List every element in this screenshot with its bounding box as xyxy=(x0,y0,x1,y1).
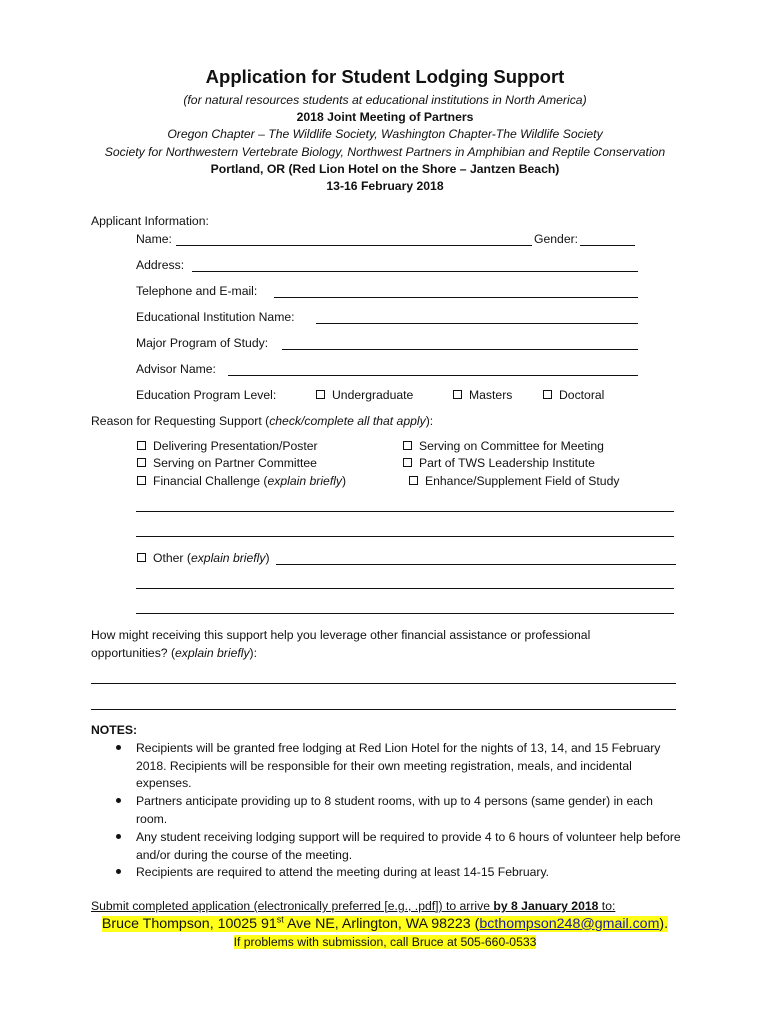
reason-other-checkbox[interactable] xyxy=(137,551,270,565)
reason-tws-leadership-checkbox[interactable] xyxy=(403,456,595,470)
bullet-icon xyxy=(116,834,121,839)
reason-other-end: ) xyxy=(265,551,270,565)
level-doctoral-checkbox[interactable] xyxy=(543,388,604,402)
phone-email-field[interactable] xyxy=(274,297,638,298)
meeting-title: 2018 Joint Meeting of Partners xyxy=(296,110,474,124)
reason-financial-end: ) xyxy=(342,474,347,488)
leverage-line2-end: ): xyxy=(249,646,257,660)
other-explain-field[interactable] xyxy=(276,564,676,565)
reason-other-label: Other ( xyxy=(153,551,191,565)
leverage-question-line2 xyxy=(91,646,257,660)
leverage-line2-italic: explain briefly xyxy=(175,646,250,660)
reason-financial-label: Financial Challenge ( xyxy=(153,474,268,488)
gender-label: Gender: xyxy=(534,232,579,246)
name-label: Name: xyxy=(136,232,172,246)
advisor-label: Advisor Name: xyxy=(136,362,216,376)
reason-field-study-label: Enhance/Supplement Field of Study xyxy=(425,474,620,488)
location-line: Portland, OR (Red Lion Hotel on the Shore – Jantzen Beach) xyxy=(210,162,560,176)
leverage-answer-line-2[interactable] xyxy=(91,709,676,710)
address-label: Address: xyxy=(136,258,185,272)
leverage-line2-text: opportunities? ( xyxy=(91,646,176,660)
checkbox-icon xyxy=(137,553,146,562)
submit-instructions xyxy=(91,899,615,913)
submit-deadline: by 8 January 2018 xyxy=(493,899,599,913)
level-undergraduate-checkbox[interactable] xyxy=(316,388,413,402)
contact-name-address: Bruce Thompson, 10025 91 xyxy=(101,915,277,932)
submit-text: Submit completed application (electronically preferred [e.g., .pdf]) to arrive xyxy=(91,899,494,913)
program-label: Major Program of Study: xyxy=(136,336,269,350)
submit-text-end: to: xyxy=(598,899,616,913)
note-item-2: Partners anticipate providing up to 8 student rooms, with up to 4 persons (same gender) in each room. xyxy=(136,794,653,826)
contact-line xyxy=(0,914,770,932)
reason-meeting-committee-label: Serving on Committee for Meeting xyxy=(419,439,604,453)
checkbox-icon xyxy=(543,390,552,399)
reason-partner-committee-checkbox[interactable] xyxy=(137,456,317,470)
contact-end: ). xyxy=(659,915,669,932)
level-undergraduate-label: Undergraduate xyxy=(332,388,414,402)
financial-explain-line-2[interactable] xyxy=(136,536,674,537)
leverage-question-line1: How might receiving this support help you leverage other financial assistance or professional xyxy=(91,628,591,642)
reason-financial-italic: explain briefly xyxy=(267,474,343,488)
problems-text: If problems with submission, call Bruce at 505-660-0533 xyxy=(233,935,537,949)
address-field[interactable] xyxy=(192,271,638,272)
notes-heading: NOTES: xyxy=(91,723,138,737)
leverage-answer-line-1[interactable] xyxy=(91,683,676,684)
bullet-icon xyxy=(116,745,121,750)
level-masters-label: Masters xyxy=(469,388,513,402)
problems-line xyxy=(0,935,770,949)
reason-label-end: ): xyxy=(425,414,434,428)
reason-presentation-label: Delivering Presentation/Poster xyxy=(153,439,318,453)
reason-label-italic: check/complete all that apply xyxy=(269,414,426,428)
reason-presentation-checkbox[interactable] xyxy=(137,439,318,453)
financial-explain-line-1[interactable] xyxy=(136,511,674,512)
checkbox-icon xyxy=(316,390,325,399)
reason-financial-checkbox[interactable] xyxy=(137,474,346,488)
bullet-icon xyxy=(116,798,121,803)
dates-line: 13-16 February 2018 xyxy=(326,179,444,193)
reason-label xyxy=(91,414,433,428)
education-level-label: Education Program Level: xyxy=(136,388,277,402)
chapters-line: Oregon Chapter – The Wildlife Society, Washington Chapter-The Wildlife Society xyxy=(167,127,603,141)
subtitle-text: for natural resources students at educational institutions in North America xyxy=(187,93,583,107)
page-title: Application for Student Lodging Support xyxy=(205,66,565,87)
societies-line: Society for Northwestern Vertebrate Biology, Northwest Partners in Amphibian and Reptile Conservation xyxy=(104,145,666,159)
reason-other-italic: explain briefly xyxy=(190,551,266,565)
name-field[interactable] xyxy=(176,245,532,246)
other-explain-line-2[interactable] xyxy=(136,588,674,589)
phone-email-label: Telephone and E-mail: xyxy=(136,284,258,298)
reason-field-study-checkbox[interactable] xyxy=(409,474,619,488)
checkbox-icon xyxy=(403,458,412,467)
applicant-section-label: Applicant Information: xyxy=(91,214,209,228)
contact-address xyxy=(102,916,668,932)
checkbox-icon xyxy=(403,441,412,450)
bullet-icon xyxy=(116,869,121,874)
program-field[interactable] xyxy=(282,349,638,350)
gender-field[interactable] xyxy=(580,245,635,246)
reason-meeting-committee-checkbox[interactable] xyxy=(403,439,604,453)
checkbox-icon xyxy=(409,476,418,485)
reason-partner-committee-label: Serving on Partner Committee xyxy=(153,456,317,470)
note-item-1: Recipients will be granted free lodging at Red Lion Hotel for the nights of 13, 14, and 15 February 2018. Recipients will be responsible for their own meeting registration, meals, and incidental expenses. xyxy=(136,741,661,791)
checkbox-icon xyxy=(137,441,146,450)
note-item-3: Any student receiving lodging support will be required to provide 4 to 6 hours of volunteer help before and/or during the course of the meeting. xyxy=(136,830,681,862)
contact-superscript: st xyxy=(276,914,284,924)
checkbox-icon xyxy=(453,390,462,399)
institution-label: Educational Institution Name: xyxy=(136,310,295,324)
reason-label-text: Reason for Requesting Support ( xyxy=(91,414,270,428)
advisor-field[interactable] xyxy=(228,375,638,376)
level-doctoral-label: Doctoral xyxy=(559,388,605,402)
institution-field[interactable] xyxy=(316,323,638,324)
checkbox-icon xyxy=(137,476,146,485)
contact-address-rest: Ave NE, Arlington, WA 98223 ( xyxy=(283,915,480,932)
checkbox-icon xyxy=(137,458,146,467)
contact-email-link[interactable]: bcthompson248@gmail.com xyxy=(479,915,660,932)
note-item-4: Recipients are required to attend the meeting during at least 14-15 February. xyxy=(136,865,550,879)
other-explain-line-3[interactable] xyxy=(136,613,674,614)
level-masters-checkbox[interactable] xyxy=(453,388,512,402)
subtitle: (for natural resources students at educational institutions in North America) xyxy=(183,93,587,107)
reason-tws-leadership-label: Part of TWS Leadership Institute xyxy=(419,456,595,470)
